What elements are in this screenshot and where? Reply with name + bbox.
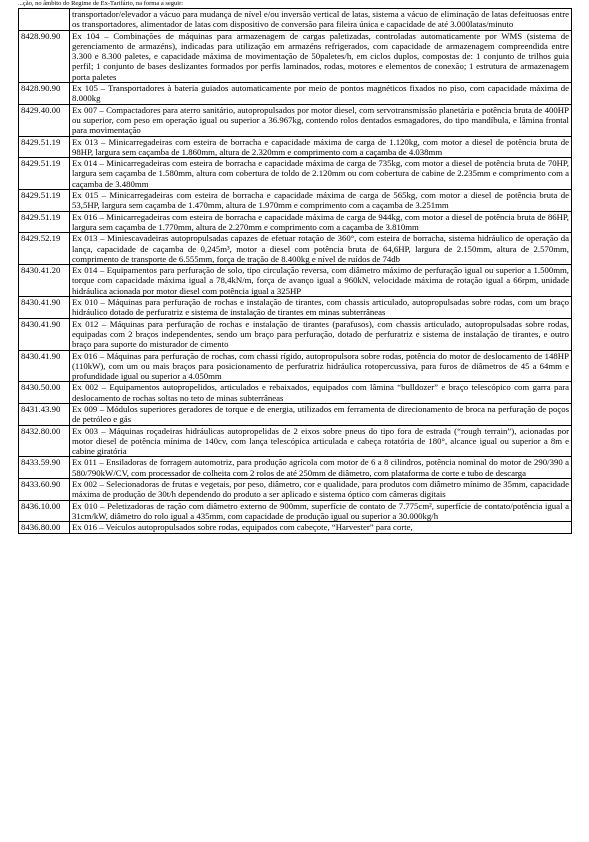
table-row (19, 318, 572, 350)
ncm-code: 8430.41.20 (19, 265, 70, 297)
table-row (19, 403, 572, 425)
item-description: Ex 010 – Peletizadoras de ração com diâmetro externo de 900mm, superfície de contato de 7.775cm², superfície de contato/potência igual a 31cm/kW, diâmetro do rolo igual a 435mm, com capacidade de produção igual ou superior a 30.000kg/h (70, 500, 572, 522)
item-description: Ex 002 – Equipamentos autopropelidos, articulados e rebaixados, equipados com lâmina “bulldozer” e braço telescópico com garra para deslocamento de rochas soltas no teto de minas subterrâneas (70, 382, 572, 404)
item-description: Ex 014 – Equipamentos para perfuração de solo, tipo circulação reversa, com diâmetro máximo de perfuração igual ou superior a 1.500mm, torque com capacidade máxima igual a 78,4kN/m, força de avanço igual a 960kN, velocidade máxima de rotação igual a 66rpm, unidade hidráulica acionada por motor diesel com potência igual a 325HP (70, 265, 572, 297)
ncm-code: 8430.41.90 (19, 350, 70, 382)
table-row (19, 265, 572, 297)
item-description: Ex 002 – Selecionadoras de frutas e vegetais, por peso, diâmetro, cor e qualidade, para produtos com diâmetro mínimo de 35mm, capacidade máxima de produção de 30t/h dependendo do produto a ser aplicado e sistema óptico com câmeras digitais (70, 479, 572, 501)
table-row (19, 500, 572, 522)
item-description: Ex 010 – Máquinas para perfuração de rochas e instalação de tirantes, com chassis articulado, autopropulsadas sobre rodas, com um braço hidráulico dotado de perfuratriz e sistema de instalação de tirantes em minas subterrâneas (70, 297, 572, 319)
table-row (19, 30, 572, 82)
ncm-code: 8436.80.00 (19, 522, 70, 533)
ex-tarifario-table (18, 8, 572, 534)
item-description: Ex 011 – Ensiladoras de forragem automotriz, para produção agrícola com motor de 6 a 8 cilindros, potência nominal do motor de 290/390 a 580/790kW/CV, com processador de colheita com 2 rolos de até 250mm de diâmetro, com plataforma de corte e tubo de descarga (70, 457, 572, 479)
item-description: Ex 014 – Minicarregadeiras com esteira de borracha e capacidade máxima de carga de 735kg, com motor a diesel de potência bruta de 70HP, largura sem caçamba de 1.580mm, altura com cobertura de toldo de 2.120mm ou com cobertura de cabine de 2.235mm e comprimento com a caçamba de 3.480mm (70, 158, 572, 190)
ncm-code: 8430.41.90 (19, 297, 70, 319)
table-row (19, 522, 572, 533)
item-description: transportador/elevador a vácuo para mudança de nível e/ou inversão vertical de latas, sistema a vácuo de eliminação de latas defeituosas entre os transportadores, alimentador de latas com dispositivo de conversão para fileira única e capacidade de até 3.000latas/minuto (70, 9, 572, 31)
item-description: Ex 013 – Miniescavadeiras autopropulsadas capazes de efetuar rotação de 360°, com esteira de borracha, sistema hidráulico de operação da lança, capacidade de caçamba de 0,245m³, motor a diesel com potência bruta de 64,6HP, largura de 2.150mm, altura de 2.570mm, comprimento de transporte de 6.555mm, força de tração de 8.400kg e nível de ruídos de 74db (70, 233, 572, 265)
ncm-code: 8433.60.90 (19, 479, 70, 501)
ncm-code: 8430.50.00 (19, 382, 70, 404)
table-row (19, 457, 572, 479)
ncm-code: 8429.51.19 (19, 190, 70, 212)
table-row (19, 9, 572, 31)
item-description: Ex 009 – Módulos superiores geradores de torque e de energia, utilizados em ferramenta de direcionamento de broca na perfuração de poços de petróleo e gás (70, 403, 572, 425)
item-description: Ex 104 – Combinações de máquinas para armazenagem de cargas paletizadas, controladas automaticamente por WMS (sistema de gerenciamento de armazéns), indicadas para utilização em armazéns refrigerados, com capacidade de armazenagem compreendida entre 3.300 e 8.300 paletes, e capacidade máxima de movimentação de 50paletes/h, em ciclos duplos, compostas de: 1 conjunto de trilhos guia perfil; 1 conjunto de bases deslizantes formados por perfis laminados, rodas, motores e elementos de conexão; 1 estrutura de armazenagem porta paletes (70, 30, 572, 82)
ncm-code: 8429.51.19 (19, 211, 70, 233)
table-row (19, 104, 572, 136)
ncm-code: 8431.43.90 (19, 403, 70, 425)
item-description: Ex 003 – Máquinas roçadeiras hidráulicas autopropelidas de 2 eixos sobre pneus do tipo fora de estrada (“rough terrain”), acionadas por motor diesel de potência mínima de 140cv, com lança telescópica articulada e cabeça rotatória de 180°, alcance igual ou superior a 8m e cabine giratória (70, 425, 572, 457)
document-page (18, 0, 572, 534)
table-row (19, 211, 572, 233)
ncm-code: 8429.52.19 (19, 233, 70, 265)
table-row (19, 190, 572, 212)
item-description: Ex 013 – Minicarregadeiras com esteira de borracha e capacidade máxima de carga de 1.120kg, com motor a diesel de potência bruta de 98HP, largura sem caçamba de 1.860mm, altura de 2.320mm e comprimento com a caçamba de 4.038mm (70, 136, 572, 158)
ncm-code: 8428.90.90 (19, 30, 70, 82)
ncm-code: 8433.59.90 (19, 457, 70, 479)
item-description: Ex 016 – Veículos autopropulsados sobre rodas, equipados com cabeçote, “Harvester” para corte, (70, 522, 572, 533)
table-row (19, 297, 572, 319)
item-description: Ex 016 – Máquinas para perfuração de rochas, com chassi rígido, autopropulsora sobre rodas, potência do motor de deslocamento de 148HP (110kW), com um ou mais braços para posicionamento de perfuratriz hidráulica rotopercussiva, para furos de diâmetros de 45 a 64mm e profundidade igual ou superior a 4.050mm (70, 350, 572, 382)
item-description: Ex 015 – Minicarregadeiras com esteira de borracha e capacidade máxima de carga de 565kg, com motor a diesel de potência bruta de 53,5HP, largura sem caçamba de 1.470mm, altura de 1.970mm e comprimento com a caçamba de 3.251mm (70, 190, 572, 212)
table-row (19, 136, 572, 158)
table-row (19, 233, 572, 265)
table-row (19, 83, 572, 105)
table-row (19, 350, 572, 382)
ncm-code (19, 9, 70, 31)
ncm-code: 8430.41.90 (19, 318, 70, 350)
ncm-code: 8429.51.19 (19, 158, 70, 190)
item-description: Ex 012 – Máquinas para perfuração de rochas e instalação de tirantes (parafusos), com chassis articulado, autopropulsadas sobre rodas, equipadas com 2 braços independentes, sendo um braço para perfuração, dotado de perfuratriz e sistema de instalação de tirantes, e outro braço para suporte do misturador de cimento (70, 318, 572, 350)
ncm-code: 8429.40.00 (19, 104, 70, 136)
ncm-code: 8436.10.00 (19, 500, 70, 522)
table-row (19, 479, 572, 501)
ncm-code: 8428.90.90 (19, 83, 70, 105)
item-description: Ex 016 – Minicarregadeiras com esteira de borracha e capacidade máxima de carga de 944kg, com motor a diesel de potência bruta de 86HP, largura sem caçamba de 1.770mm, altura de 2.270mm e comprimento com a caçamba de 3.810mm (70, 211, 572, 233)
table-row (19, 425, 572, 457)
item-description: Ex 105 – Transportadores à bateria guiados automaticamente por meio de pontos magnéticos fixados no piso, com capacidade máxima de 8.000kg (70, 83, 572, 105)
ncm-code: 8432.80.00 (19, 425, 70, 457)
page-header-text: ...ção, no âmbito do Regime de Ex-Tarifário, na forma a seguir: (18, 0, 184, 7)
ncm-code: 8429.51.19 (19, 136, 70, 158)
table-row (19, 382, 572, 404)
table-row (19, 158, 572, 190)
item-description: Ex 007 – Compactadores para aterro sanitário, autopropulsados por motor diesel, com servotransmissão planetária e potência bruta de 400HP ou superior, com peso em operação igual ou superior a 36.967kg, contendo rolos dentados esmagadores, do tipo mandíbula, e lâmina frontal para movimentação (70, 104, 572, 136)
